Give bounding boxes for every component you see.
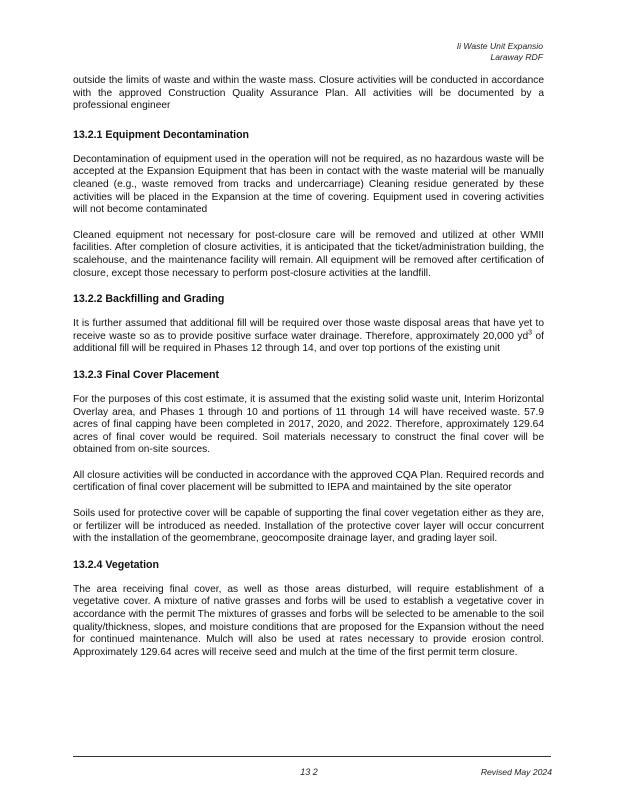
section-heading-final-cover: 13.2.3 Final Cover Placement — [73, 368, 220, 381]
body-content — [73, 75, 544, 659]
header-line-1: Ii Waste Unit Expansio — [456, 41, 543, 51]
section-heading-vegetation: 13.2.4 Vegetation — [73, 558, 159, 571]
section-heading-equipment-decontamination: 13.2.1 Equipment Decontamination — [73, 128, 250, 141]
running-header — [457, 41, 543, 63]
revision-date: Revised May 2024 — [480, 767, 552, 777]
header-line-2: Laraway RDF — [490, 52, 543, 62]
final-cover-paragraph-3: Soils used for protective cover will be capable of supporting the final cover vegetation either as they are, or fertilizer will be introduced as needed. Installation of the protective cover layer will occur concurrent with the installation of the geomembrane, geocomposite drainage layer, and grading layer soil. — [73, 508, 544, 545]
page-number: 13 2 — [300, 767, 318, 777]
backfilling-text-end: of additional fill will be required in Phases 12 through 14, and over top portions of the existing unit — [73, 330, 545, 355]
backfilling-paragraph — [73, 318, 544, 356]
intro-paragraph: outside the limits of waste and within the waste mass. Closure activities will be conducted in accordance with the approved Construction Quality Assurance Plan. All activities will be documented by a professional engineer — [73, 75, 544, 112]
backfilling-text-start: It is further assumed that additional fill will be required over those waste disposal areas that have yet to receive waste so as to provide positive surface water drainage. Therefore, approximately 20,000 yd — [73, 318, 544, 342]
decontamination-paragraph-2: Cleaned equipment not necessary for post-closure care will be removed and utilized at other WMII facilities. After completion of closure activities, it is anticipated that the ticket/administration building, the scalehouse, and the maintenance facility will remain. All equipment will be removed after certification of closure, except those necessary to perform post-closure activities at the landfill. — [73, 229, 544, 279]
final-cover-paragraph-1: For the purposes of this cost estimate, it is assumed that the existing solid waste unit, Interim Horizontal Overlay area, and Phases 1 through 10 and portions of 11 through 14 will have received waste. 57.9 acres of final capping have been completed in 2017, 2020, and 2022. Therefore, approximately 129.64 acres of final cover would be required. Soil materials necessary to construct the final cover will be obtained from on-site sources. — [73, 393, 544, 456]
section-heading-backfilling-grading: 13.2.2 Backfilling and Grading — [73, 293, 225, 306]
final-cover-paragraph-2: All closure activities will be conducted in accordance with the approved CQA Plan. Required records and certification of final cover placement will be submitted to IEPA and maintained by the site operator — [73, 469, 544, 494]
cubic-superscript: 3 — [528, 329, 533, 337]
decontamination-paragraph-1: Decontamination of equipment used in the operation will not be required, as no hazardous waste will be accepted at the Expansion Equipment that has been in contact with the waste material will be manually cleaned (e.g., waste removed from tracks and undercarriage) Cleaning residue generated by these activities will be placed in the Expansion at the time of covering. Equipment used in covering activities will not become contaminated — [73, 153, 544, 216]
vegetation-paragraph: The area receiving final cover, as well as those areas disturbed, will require establishment of a vegetative cover. A mixture of native grasses and forbs will be used to establish a vegetative cover in accordance with the permit The mixtures of grasses and forbs will be selected to be amenable to the soil quality/thickness, slopes, and moisture conditions that are proposed for the Expansion without the need for continued maintenance. Mulch will also be used at rates necessary to provide erosion control. Approximately 129.64 acres will receive seed and mulch at the time of the first permit term closure. — [73, 583, 544, 658]
footer-divider — [73, 756, 551, 757]
